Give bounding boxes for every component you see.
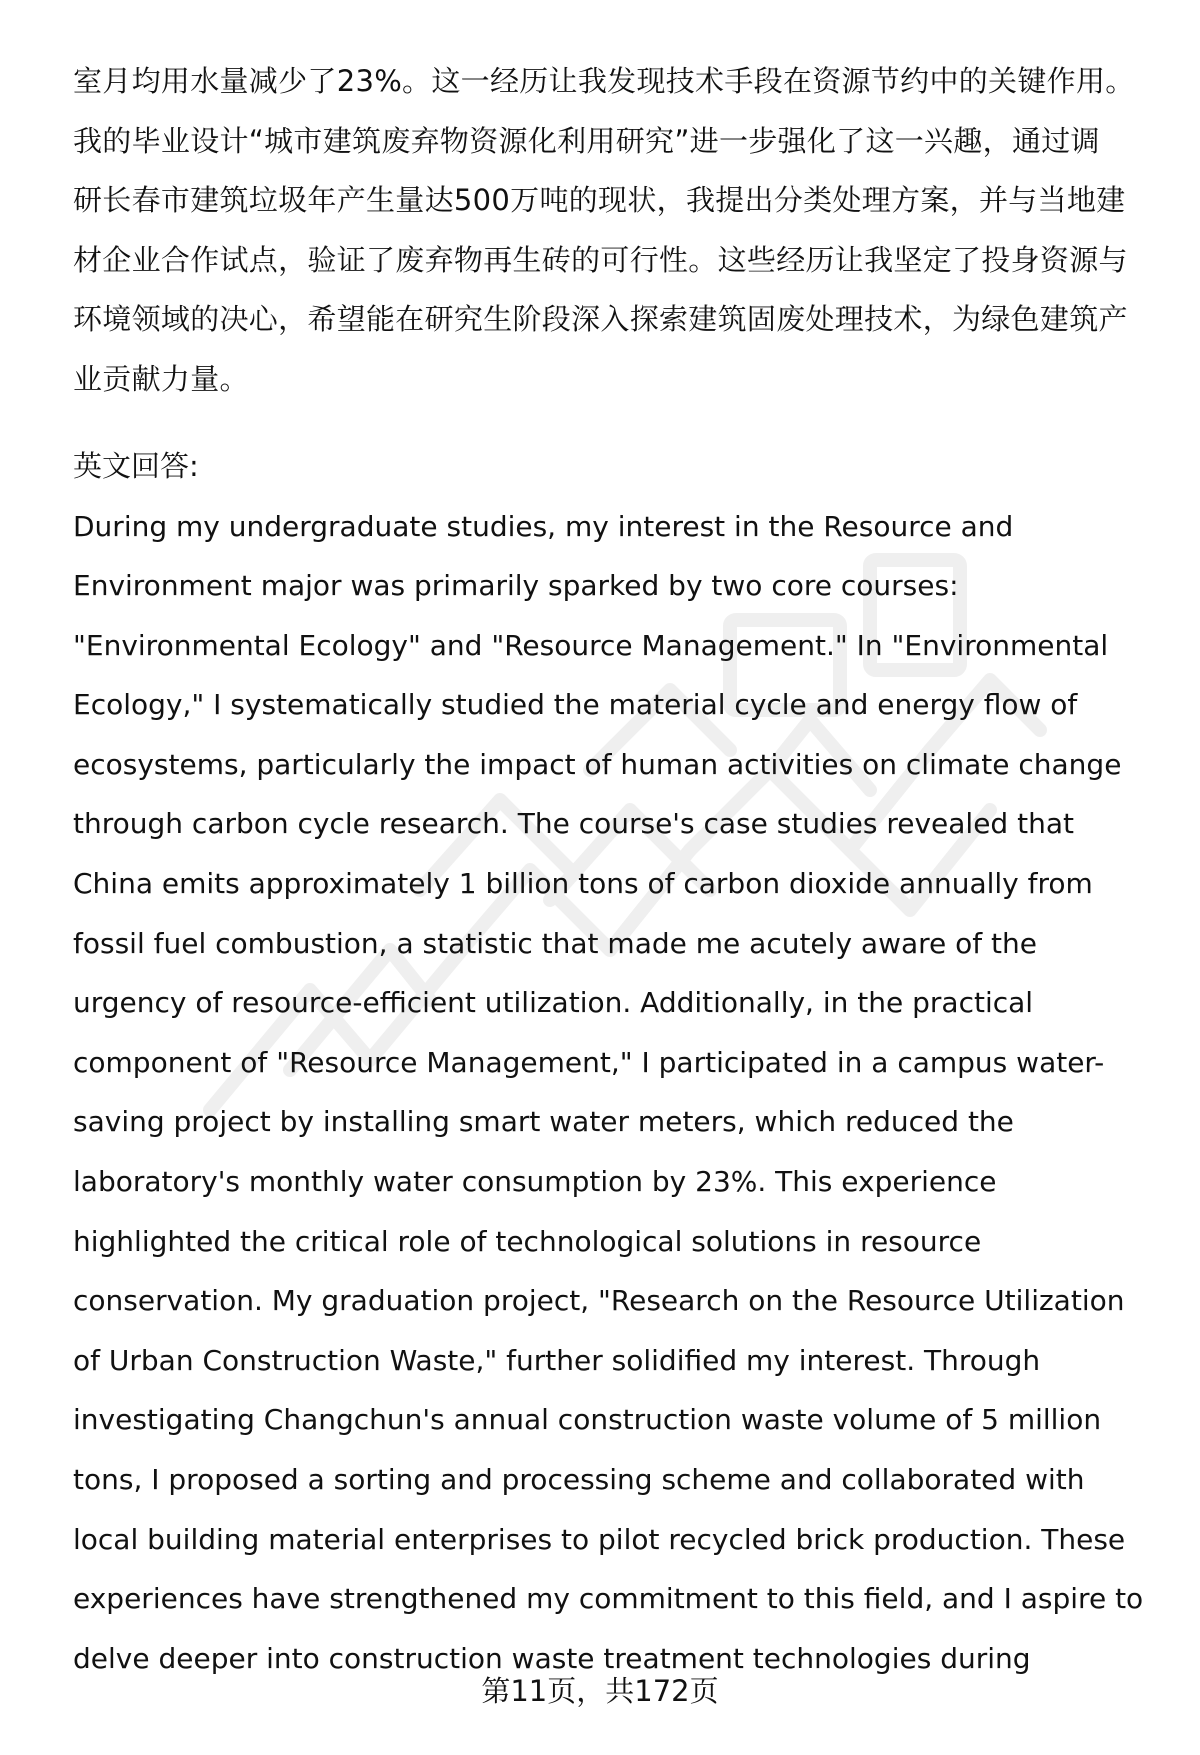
english-paragraph: During my undergraduate studies, my interest in the Resource and Environment major was primarily sparked by two core courses: "Environmental Ecology" and "Resource Management." In "Environmental Ecology," I systematically studied the material cycle and energy flow of ecosystems, particularly the impact of human activities on climate change through carbon cycle research. The course's case studies revealed that China emits approximately 1 billion tons of carbon dioxide annually from fossil fuel combustion, a statistic that made me acutely aware of the urgency of resource-efficient utilization. Additionally, in the practical component of "Resource Management," I participated in a campus water- saving project by installing smart water meters, which reduced the laboratory's monthly water consumption by 23%. This experience highlighted the critical role of technological solutions in resource conservation. My graduation project, "Research on the Resource Utilization of Urban Construction Waste," further solidified my interest. Through investigating Changchun's annual construction waste volume of 5 million tons, I proposed a sorting and processing scheme and collaborated with local building material enterprises to pilot recycled brick production. These experiences have strengthened my commitment to this field, and I aspire to delve deeper into construction waste treatment technologies during (73, 509, 1144, 1675)
page-number-footer: 第11页，共172页 (481, 1674, 719, 1708)
chinese-paragraph: 室月均用水量减少了23%。这一经历让我发现技术手段在资源节约中的关键作用。 我的毕业设计“城市建筑废弃物资源化利用研究”进一步强化了这一兴趣，通过调 研长春市建筑垃圾年产生量达500万吨的现状，我提出分类处理方案，并与当地建 材企业合作试点，验证了废弃物再生砖的可行性。这些经历让我坚定了投身资源与 环境领域的决心，希望能在研究生阶段深入探索建筑固废处理技术，为绿色建筑产 业贡献力量。 (73, 64, 1135, 396)
english-answer-label: 英文回答: (73, 449, 199, 483)
document-body (73, 52, 1153, 1688)
